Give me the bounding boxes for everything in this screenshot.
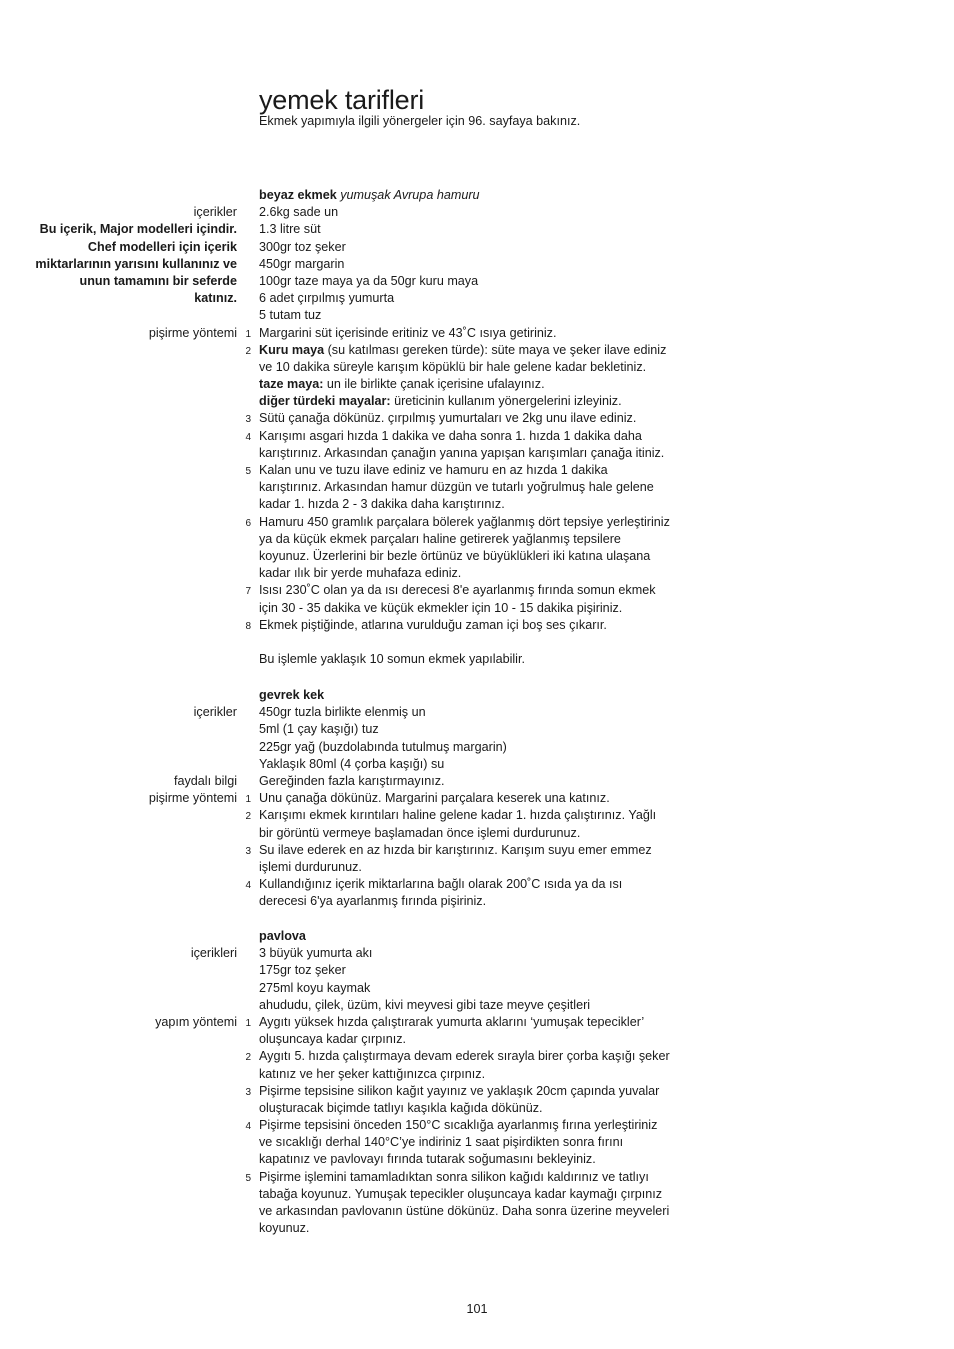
- step-text: ve arkasından pavlovanın üstüne dökünüz. Daha sonra üzerine meyveleri: [259, 1204, 670, 1218]
- step-text: Margarini süt içerisinde eritiniz ve 43˚C ısıya getiriniz.: [259, 325, 557, 340]
- step-line: [0, 393, 954, 410]
- method-step: [0, 428, 954, 445]
- yield-note: Bu işlemle yaklaşık 10 somun ekmek yapılabilir.: [259, 652, 525, 667]
- method-step: [0, 617, 954, 634]
- step-text: koyunuz. Üzerlerini bir bezle örtünüz ve büyüklükleri iki katına ulaşana: [259, 548, 651, 563]
- method-label: pişirme yöntemi: [148, 791, 237, 806]
- step-text: işlemi durdurunuz.: [259, 859, 362, 874]
- page-title: yemek tarifleri: [259, 85, 425, 115]
- ingredient: 5 tutam tuz: [259, 308, 322, 323]
- list-item: [0, 756, 954, 773]
- step-line: [0, 548, 954, 565]
- step-text: Karışımı asgari hızda 1 dakika ve daha sonra 1. hızda 1 dakika daha: [259, 428, 642, 443]
- ingredient: 175gr toz şeker: [259, 963, 346, 978]
- yield-note-row: [0, 651, 954, 668]
- ingredient: 2.6kg sade un: [259, 205, 339, 220]
- list-item: [0, 739, 954, 756]
- step-line: [0, 376, 954, 393]
- step-text: üreticinin kullanım yönergelerini izleyiniz.: [390, 394, 622, 409]
- step-line: [0, 1203, 954, 1220]
- step-text: Isısı 230˚C olan ya da ısı derecesi 8'e ayarlanmış fırında somun ekmek: [259, 583, 656, 598]
- ingredients-label: içerikler: [193, 705, 237, 720]
- step-text: Aygıtı 5. hızda çalıştırmaya devam ederek sırayla birer çorba kaşığı şeker: [259, 1049, 670, 1064]
- step-text: bir görüntü vermeye başlamadan önce işlemi durdurunuz.: [259, 825, 581, 840]
- step-text: ve sıcaklığı derhal 140°C’ye indiriniz 1 saat pişirdikten sonra fırını: [259, 1135, 624, 1150]
- list-item: [0, 997, 954, 1014]
- step-text: kadar ılık bir yerde muhafaza ediniz.: [259, 566, 462, 581]
- dry-yeast-label: Kuru maya: [259, 342, 325, 357]
- step-number: 3: [245, 845, 251, 857]
- list-item: [0, 704, 954, 721]
- ingredient: 450gr margarin: [259, 256, 345, 271]
- step-text: Hamuru 450 gramlık parçalara bölerek yağlanmış dört tepsiye yerleştiriniz: [259, 514, 670, 529]
- method-step: [0, 1083, 954, 1100]
- fresh-yeast-label: taze maya:: [259, 377, 324, 392]
- method-step: [0, 1048, 954, 1065]
- tip-text: Gereğinden fazla karıştırmayınız.: [259, 773, 445, 788]
- step-text: oluşturacak biçimde tatlıyı kaşıkla kağıda dökünüz.: [259, 1100, 543, 1115]
- model-note: Chef modelleri için içerik: [87, 239, 237, 254]
- list-item: [0, 307, 954, 324]
- step-line: [0, 531, 954, 548]
- step-text: Unu çanağa dökünüz. Margarini parçalara keserek una katınız.: [259, 791, 610, 806]
- recipe-subtitle: yumuşak Avrupa hamuru: [340, 188, 480, 202]
- method-step: [0, 1169, 954, 1186]
- list-item: [0, 204, 954, 221]
- ingredient: ahududu, çilek, üzüm, kivi meyvesi gibi taze meyve çeşitleri: [259, 997, 591, 1012]
- step-text: derecesi 6'ya ayarlanmış fırında pişiriniz.: [259, 894, 487, 909]
- method-step: [0, 876, 954, 893]
- model-note: katınız.: [194, 291, 237, 306]
- step-text: (su katılması gereken türde): süte maya ve şeker ilave ediniz: [324, 342, 667, 357]
- recipe-title: pavlova: [259, 929, 306, 943]
- list-item: [0, 273, 954, 290]
- step-number: 1: [245, 1017, 251, 1029]
- step-text: karıştırınız. Arkasından hamur düzgün ve tutarlı yoğrulmuş hale gelene: [259, 480, 654, 495]
- step-number: 4: [245, 1121, 251, 1133]
- ingredient: Yaklaşık 80ml (4 çorba kaşığı) su: [259, 756, 445, 771]
- step-text: Aygıtı yüksek hızda çalıştırarak yumurta aklarını ‘yumuşak tepecikler’: [259, 1014, 645, 1029]
- ingredient: 3 büyük yumurta akı: [259, 946, 373, 961]
- tip-label: faydalı bilgi: [173, 773, 237, 788]
- method-step: [0, 790, 954, 807]
- step-line: [0, 1186, 954, 1203]
- step-line: [0, 1220, 954, 1237]
- ingredient: 300gr toz şeker: [259, 239, 346, 254]
- step-text: Pişirme işlemini tamamladıktan sonra silikon kağıdı kaldırınız ve tatlıyı: [259, 1169, 649, 1184]
- other-yeast-label: diğer türdeki mayalar:: [259, 394, 391, 409]
- ingredients-label: içerikler: [193, 205, 237, 220]
- step-number: 1: [245, 328, 251, 340]
- step-line: [0, 825, 954, 842]
- ingredients-label: içerikleri: [190, 946, 237, 961]
- list-item: [0, 221, 954, 238]
- method-label: pişirme yöntemi: [148, 325, 237, 340]
- recipe-title: gevrek kek: [259, 688, 325, 702]
- method-step: [0, 342, 954, 359]
- step-line: [0, 1134, 954, 1151]
- method-step: [0, 1014, 954, 1031]
- step-number: 4: [245, 431, 251, 443]
- recipe-white-bread: [0, 187, 954, 668]
- step-line: [0, 479, 954, 496]
- step-line: [0, 565, 954, 582]
- step-line: [0, 496, 954, 513]
- recipe-title: beyaz ekmek: [259, 188, 337, 202]
- step-line: [0, 893, 954, 910]
- model-note: unun tamamını bir seferde: [79, 273, 237, 288]
- page-subtitle: Ekmek yapımıyla ilgili yönergeler için 96. sayfaya bakınız.: [259, 114, 581, 128]
- recipe-pavlova: [0, 928, 954, 1237]
- ingredient: 100gr taze maya ya da 50gr kuru maya: [259, 273, 479, 288]
- ingredient: 275ml koyu kaymak: [259, 980, 371, 995]
- method-step: [0, 1117, 954, 1134]
- method-step: [0, 410, 954, 427]
- ingredient: 1.3 litre süt: [259, 222, 321, 237]
- ingredient: 450gr tuzla birlikte elenmiş un: [259, 705, 426, 720]
- list-item: [0, 239, 954, 256]
- tip-row: [0, 773, 954, 790]
- step-text: Karışımı ekmek kırıntıları haline gelene kadar 1. hızda çalıştırınız. Yağlı: [259, 808, 657, 823]
- step-number: 7: [245, 586, 251, 598]
- recipe-title-row: [0, 187, 954, 204]
- step-text: oluşuncaya kadar çırpınız.: [259, 1032, 407, 1047]
- step-text: Kullandığınız içerik miktarlarına bağlı olarak 200˚C ısıda ya da ısı: [259, 877, 623, 892]
- method-step: [0, 582, 954, 599]
- model-note: Bu içerik, Major modelleri içindir.: [39, 222, 237, 237]
- list-item: [0, 721, 954, 738]
- list-item: [0, 290, 954, 307]
- step-number: 1: [245, 794, 251, 806]
- step-line: [0, 1151, 954, 1168]
- step-number: 6: [245, 517, 251, 529]
- step-text: Su ilave ederek en az hızda bir karıştırınız. Karışım suyu emer emmez: [259, 842, 652, 857]
- step-text: Sütü çanağa dökünüz. çırpılmış yumurtaları ve 2kg unu ilave ediniz.: [259, 411, 637, 426]
- step-line: [0, 359, 954, 376]
- list-item: [0, 962, 954, 979]
- method-step: [0, 807, 954, 824]
- method-step: [0, 514, 954, 531]
- step-number: 2: [245, 811, 251, 823]
- list-item: [0, 980, 954, 997]
- step-line: [0, 600, 954, 617]
- ingredient: 6 adet çırpılmış yumurta: [259, 291, 395, 306]
- step-text: Ekmek piştiğinde, atlarına vurulduğu zaman içi boş ses çıkarır.: [259, 617, 607, 632]
- step-text: ya da küçük ekmek parçaları haline getirerek yağlanmış tepsilere: [259, 531, 621, 546]
- recipe-title-row: [0, 687, 954, 704]
- step-text: katınız ve her şeker kattığınızca çırpınız.: [259, 1066, 486, 1081]
- ingredient: 5ml (1 çay kaşığı) tuz: [259, 722, 379, 737]
- list-item: [0, 945, 954, 962]
- step-number: 3: [245, 1086, 251, 1098]
- list-item: [0, 256, 954, 273]
- step-number: 2: [245, 1052, 251, 1064]
- ingredient: 225gr yağ (buzdolabında tutulmuş margarin): [259, 739, 507, 754]
- method-step: [0, 462, 954, 479]
- method-step: [0, 325, 954, 342]
- step-line: [0, 1031, 954, 1048]
- step-number: 5: [245, 466, 251, 477]
- step-text: ve 10 dakika süreyle karışım köpüklü bir hale gelene kadar bekletiniz.: [259, 359, 647, 374]
- method-label: yapım yöntemi: [155, 1014, 237, 1029]
- step-text: Pişirme tepsisine silikon kağıt yayınız ve yaklaşık 20cm çapında yuvalar: [259, 1083, 660, 1098]
- step-number: 8: [245, 620, 251, 632]
- step-text: için 30 - 35 dakika ve küçük ekmekler için 10 - 15 dakika pişiriniz.: [259, 600, 623, 615]
- step-text: koyunuz.: [259, 1221, 310, 1236]
- step-line: [0, 445, 954, 462]
- step-line: [0, 1066, 954, 1083]
- step-line: [0, 1100, 954, 1117]
- step-number: 3: [245, 414, 251, 426]
- model-note: miktarlarının yarısını kullanınız ve: [35, 256, 237, 271]
- step-number: 4: [245, 880, 251, 892]
- step-text: kapatınız ve pavlovayı fırında tutarak soğumasını bekleyiniz.: [259, 1152, 596, 1167]
- step-line: [0, 859, 954, 876]
- recipe-title-row: [0, 928, 954, 945]
- page-number: 101: [466, 1302, 488, 1316]
- step-text: kadar 1. hızda 2 - 3 dakika daha karıştırınız.: [259, 497, 505, 512]
- step-text: karıştırınız. Arkasından çanağın yanına yapışan karışımları çanağa itiniz.: [259, 445, 665, 460]
- step-text: Kalan unu ve tuzu ilave ediniz ve hamuru en az hızda 1 dakika: [259, 463, 608, 477]
- step-text: tabağa koyunuz. Yumuşak tepecikler oluşuncaya kadar kaymağı çırpınız: [259, 1186, 662, 1201]
- step-number: 2: [245, 345, 251, 357]
- step-text: Pişirme tepsisini önceden 150°C sıcaklığa ayarlanmış fırına yerleştiriniz: [259, 1118, 658, 1133]
- recipe-shortbread: [0, 687, 954, 910]
- step-number: 5: [245, 1172, 251, 1184]
- spacer: [0, 634, 954, 651]
- method-step: [0, 842, 954, 859]
- step-text: un ile birlikte çanak içerisine ufalayınız.: [323, 377, 545, 392]
